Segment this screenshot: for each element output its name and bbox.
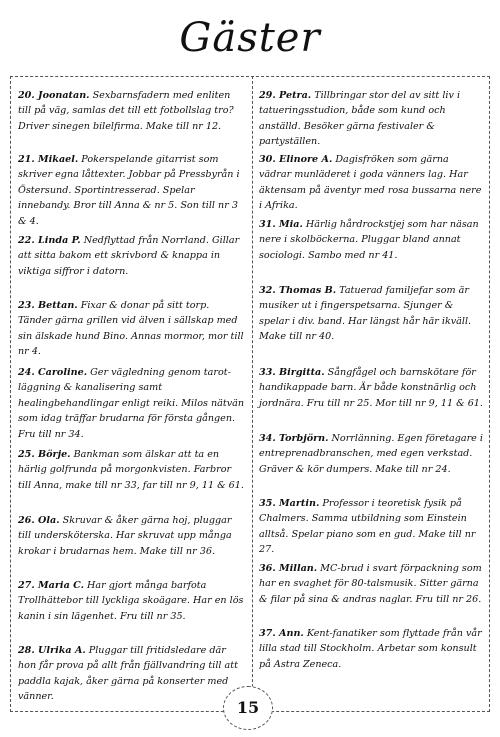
- guest-description: Sångfågel och barnskötare för handikappade barn. Är både konstnärlig och jordnära. Fru till nr 25. Mor till nr 9, 11 & 61.: [259, 367, 483, 409]
- guest-name: 32. Thomas B.: [259, 285, 337, 296]
- guest-entry-31: [259, 217, 483, 263]
- guest-description: Pluggar till fritidsledare där hon får prova på allt från fjällvandring till att paddla kajak, åker gärna på konserter med vänner.: [18, 645, 238, 703]
- guest-description: Har gjort många barfota Trollhättebor till lyckliga skoägare. Har en lös kanin i sin lägenhet. Fru till nr 35.: [18, 580, 244, 622]
- guest-name: 34. Torbjörn.: [259, 433, 329, 444]
- guest-description: Bankman som älskar att ta en härlig golfrunda på morgonkvisten. Farbror till Anna, make till nr 33, far till nr 9, 11 & 61.: [18, 449, 244, 491]
- guest-name: 21. Mikael.: [18, 154, 79, 165]
- guest-description: Nedflyttad från Norrland. Gillar att sitta bakom ett skrivbord & knappa in viktiga siffror i datorn.: [18, 235, 240, 277]
- page-title: Gäster: [179, 15, 321, 61]
- guest-name: 27. Maria C.: [18, 580, 84, 591]
- guest-entry-26: [18, 513, 246, 559]
- guest-description: Skruvar & åker gärna hoj, pluggar till undersköterska. Har skruvat upp många krokar i brudarnas hem. Make till nr 36.: [18, 515, 232, 557]
- guest-description: Norrlänning. Egen företagare i entreprenadbranschen, med egen verkstad. Gräver & kör dumpers. Make till nr 24.: [259, 433, 483, 475]
- guest-entry-35: [259, 496, 483, 558]
- guest-entry-25: [18, 447, 246, 493]
- guest-description: Tillbringar stor del av sitt liv i tatueringsstudion, både som kund och anställd. Besöker gärna festivaler & partyställen.: [259, 90, 461, 148]
- guest-description: Tatuerad familjefar som är musiker ut i fingerspetsarna. Sjunger & spelar i div. band. Har längst hår här ikväll. Make till nr 40.: [259, 285, 472, 343]
- guest-description: Härlig hårdrockstjej som har näsan nere i skolböckerna. Pluggar bland annat sociologi. Sambo med nr 41.: [259, 219, 479, 261]
- guest-name: 36. Millan.: [259, 563, 318, 574]
- guest-name: 20. Joonatan.: [18, 90, 90, 101]
- guest-entry-32: [259, 283, 483, 345]
- guest-name: 31. Mia.: [259, 219, 303, 230]
- guest-name: 25. Börje.: [18, 449, 71, 460]
- guest-entry-30: [259, 152, 483, 214]
- guest-entry-29: [259, 88, 483, 150]
- guest-entry-21: [18, 152, 246, 229]
- guest-entry-27: [18, 578, 246, 624]
- column-divider: [252, 76, 253, 712]
- guest-entry-37: [259, 626, 483, 672]
- guest-entry-34: [259, 431, 483, 477]
- guest-name: 37. Ann.: [259, 628, 304, 639]
- guest-entry-33: [259, 365, 483, 411]
- guest-name: 24. Caroline.: [18, 367, 88, 378]
- guest-name: 23. Bettan.: [18, 300, 78, 311]
- guest-entry-20: [18, 88, 246, 134]
- guest-name: 26. Ola.: [18, 515, 60, 526]
- guest-name: 29. Petra.: [259, 90, 312, 101]
- guest-description: Pokerspelande gitarrist som skriver egna låttexter. Jobbar på Pressbyrån i Östersund. Sportintresserad. Spelar innebandy. Bror till Anna & nr 5. Son till nr 3 & 4.: [18, 154, 240, 227]
- guest-description: Professor i teoretisk fysik på Chalmers. Samma utbildning som Einstein alltså. Spelar piano som en gud. Make till nr 27.: [259, 498, 476, 556]
- guest-name: 28. Ulrika A.: [18, 645, 86, 656]
- guest-name: 35. Martin.: [259, 498, 320, 509]
- guest-description: Fixar & donar på sitt torp. Tänder gärna grillen vid älven i sällskap med sin älskade hund Bino. Annas mormor, mor till nr 4.: [18, 300, 244, 358]
- guest-description: Sexbarnsfadern med enliten till på väg, samlas det till ett fotbollslag tro? Driver sinegen bilelfirma. Make till nr 12.: [18, 90, 234, 132]
- page-number: 15: [223, 686, 273, 730]
- guest-entry-36: [259, 561, 483, 607]
- guest-entry-22: [18, 233, 246, 279]
- guest-name: 22. Linda P.: [18, 235, 81, 246]
- guest-name: 30. Elinore A.: [259, 154, 333, 165]
- guest-entry-24: [18, 365, 246, 442]
- guest-description: Dagisfröken som gärna vädrar munläderet i goda vänners lag. Har äktensam på äventyr med rosa bussarna nere i Afrika.: [259, 154, 482, 212]
- guest-description: MC-brud i svart förpackning som har en svaghet för 80-talsmusik. Sitter gärna & filar på sina & andras naglar. Fru till nr 26.: [259, 563, 482, 605]
- guest-entry-23: [18, 298, 246, 360]
- guest-entry-28: [18, 643, 246, 705]
- guest-description: Ger vägledning genom tarot-läggning & kanalisering samt healingbehandlingar enligt reiki. Milos nätvän som idag träffar brudarna för första gången. Fru till nr 34.: [18, 367, 245, 440]
- guest-description: Kent-fanatiker som flyttade från vår lilla stad till Stockholm. Arbetar som konsult på Astra Zeneca.: [259, 628, 482, 670]
- guest-name: 33. Birgitta.: [259, 367, 325, 378]
